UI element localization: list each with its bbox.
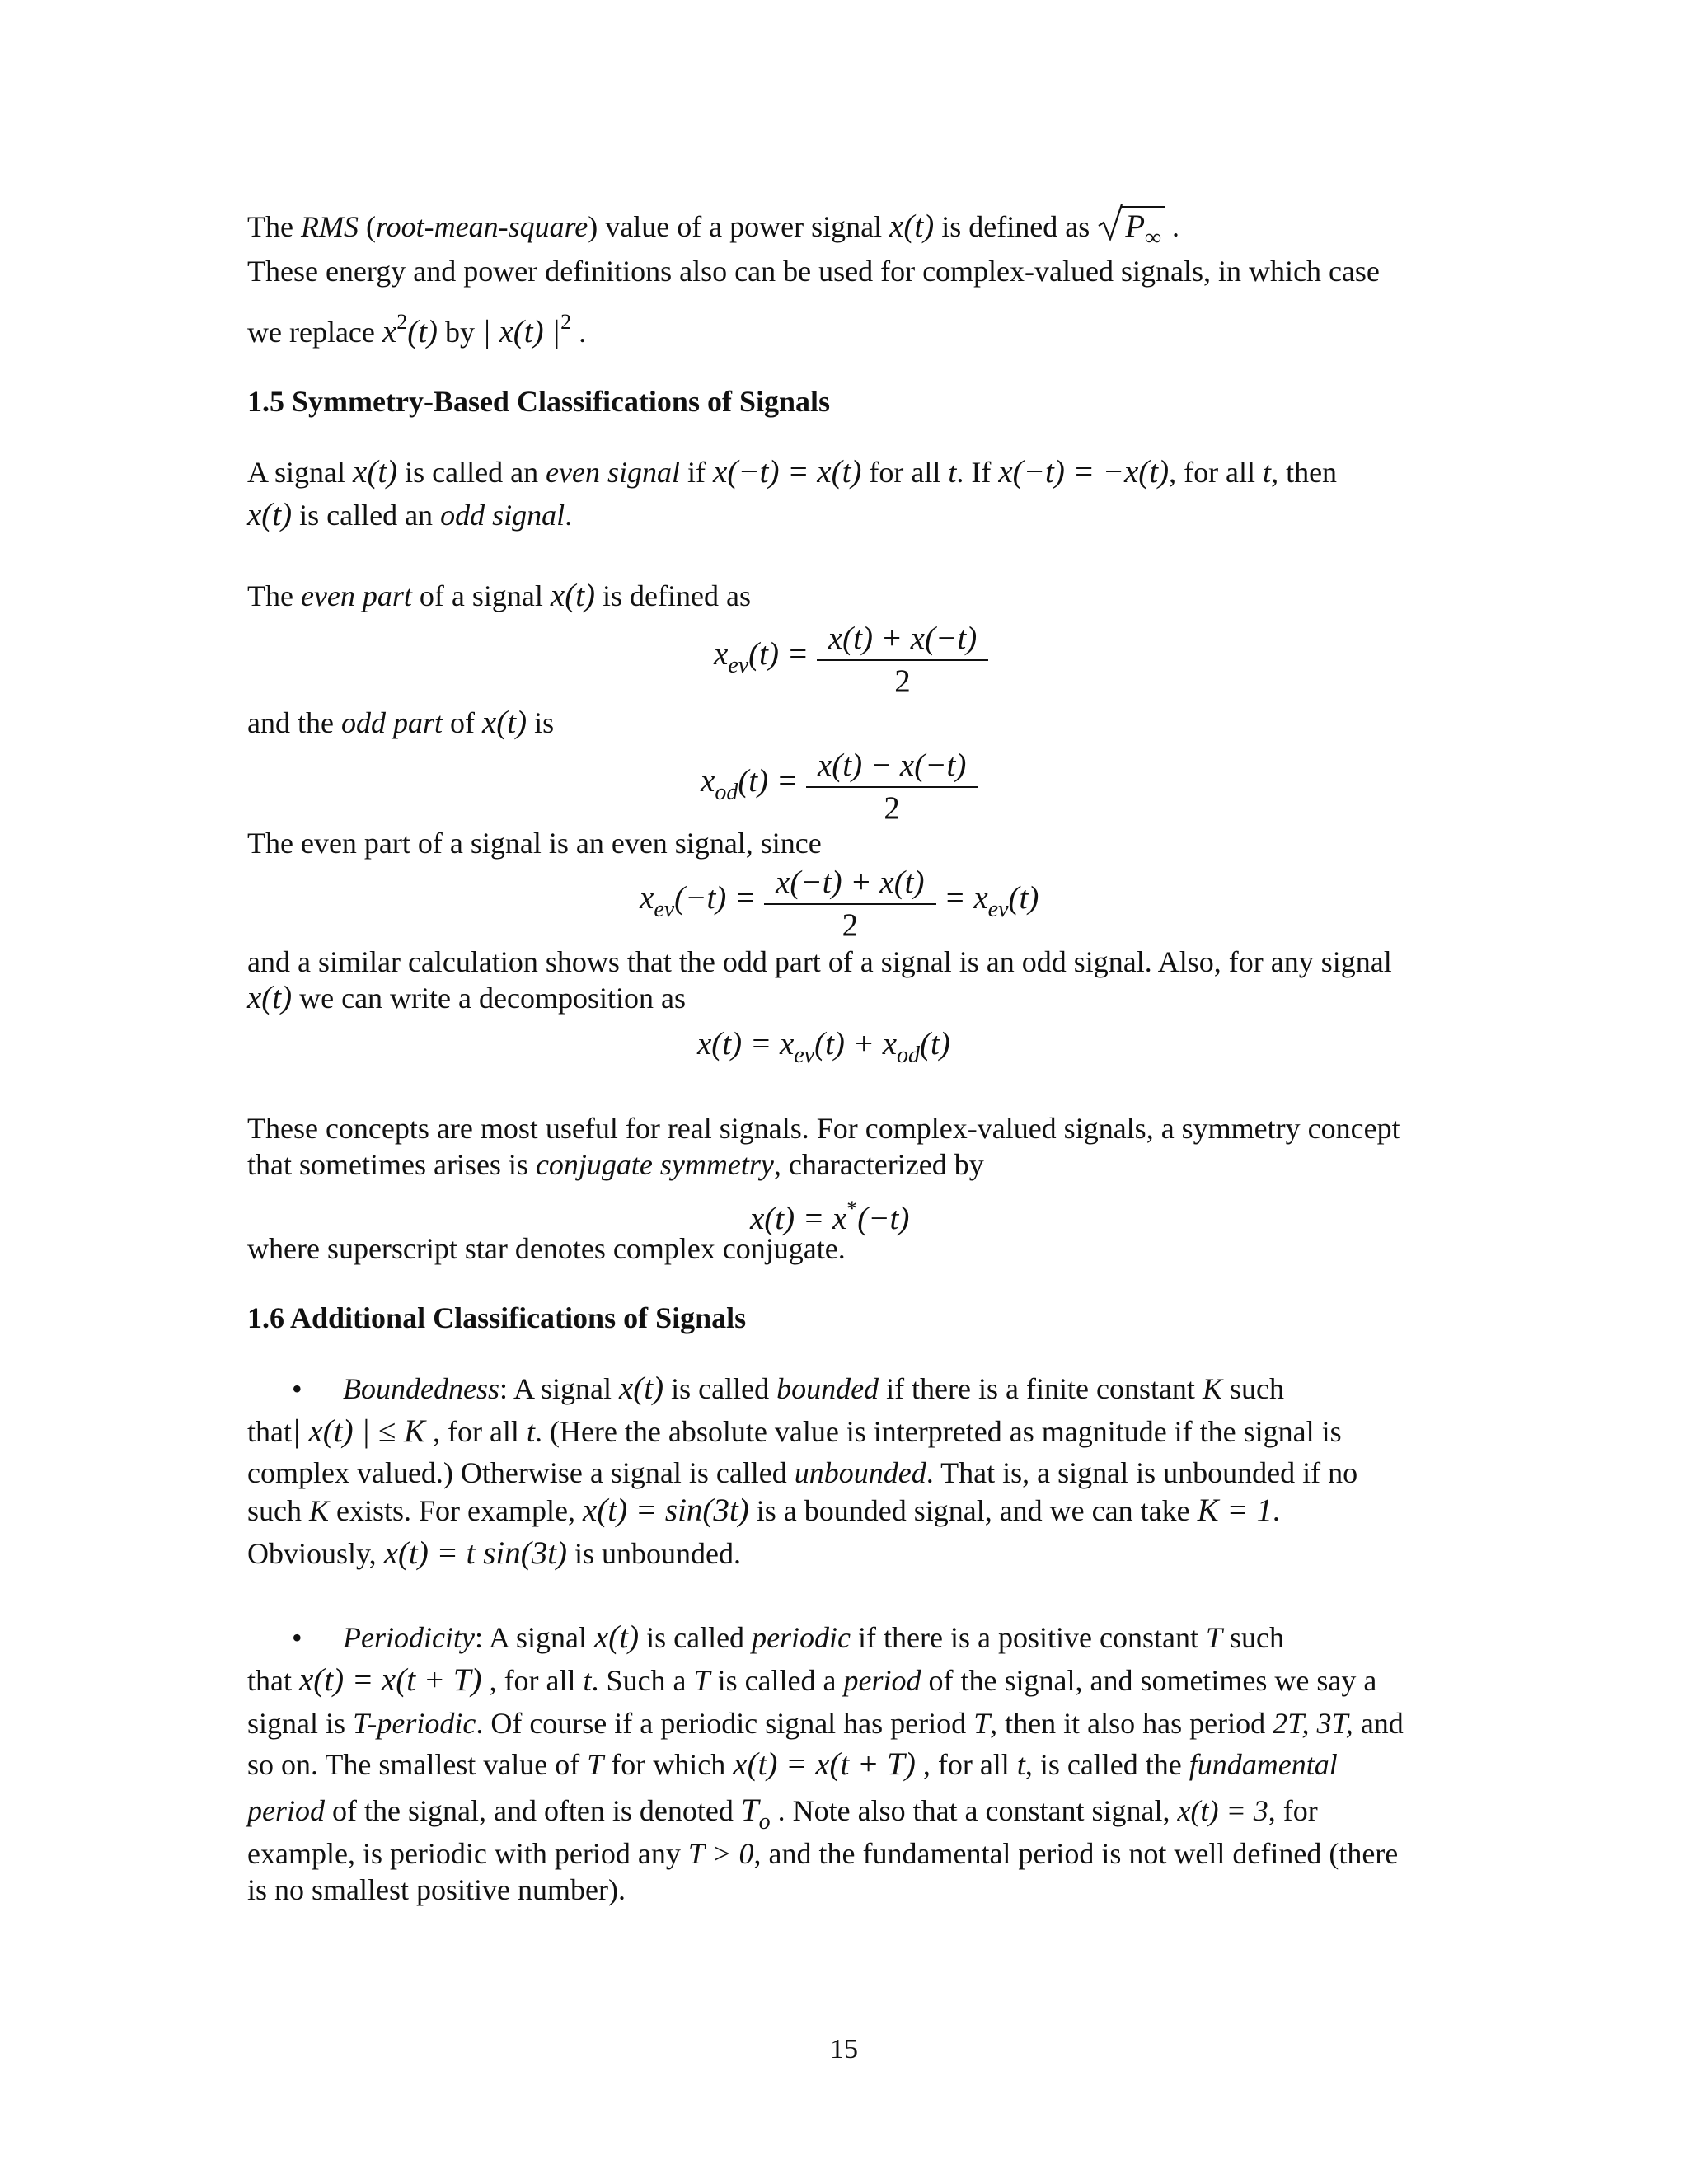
periodicity-line2: that x(t) = x(t + T) , for all t. Such a T is called a period of the signal, and sometimes we say a <box>247 1662 1377 1698</box>
math-sin3t: x(t) = sin(3t) <box>582 1493 749 1528</box>
rms-term: RMS <box>300 210 359 243</box>
math-xt: x(t) <box>889 209 935 244</box>
periodicity-line4: so on. The smallest value of T for which x(t) = x(t + T) , for all t, is called the fundamental <box>247 1746 1338 1782</box>
periodicity-line6: example, is periodic with period any T > 0, and the fundamental period is not well defined (there <box>247 1837 1399 1870</box>
boundedness-term: Boundedness <box>343 1372 499 1405</box>
odd-part-note-line1: and a similar calculation shows that the odd part of a signal is an odd signal. Also, for any signal <box>247 945 1392 978</box>
conjugate-symmetry-term: conjugate symmetry <box>535 1148 774 1181</box>
fraction: $\frac{x(t) + x(-t)}{2}$ <box>817 620 988 701</box>
even-odd-def-line2: x(t) is called an odd signal. <box>247 497 573 532</box>
boundedness-line2: that| x(t) | ≤ K , for all t. (Here the absolute value is interpreted as magnitude if the signal is <box>247 1413 1342 1449</box>
rms-full-term: root-mean-square <box>375 210 588 243</box>
text: . <box>571 316 587 349</box>
text: . <box>1165 210 1179 243</box>
periodicity-line3: signal is T-periodic. Of course if a periodic signal has period T, then it also has period 2T, 3T, and <box>247 1707 1404 1740</box>
sqrt-sign-icon <box>1097 201 1123 242</box>
equation-even-part-symmetry: $x_{ev}(-t)$ = $\frac{x(-t) + x(t)}{2}$ = $x_{ev}(t)$ <box>640 865 1039 943</box>
fraction: $\frac{x(t) - x(-t)}{2}$ <box>806 747 978 827</box>
text: we replace <box>247 316 382 349</box>
text: is defined as <box>934 210 1098 243</box>
odd-part-term: odd part <box>340 706 443 739</box>
even-part-even-text: The even part of a signal is an even signal, since <box>247 827 822 860</box>
boundedness-line5: Obviously, x(t) = t sin(3t) is unbounded. <box>247 1535 742 1571</box>
odd-part-note-line2: x(t) we can write a decomposition as <box>247 980 686 1015</box>
complex-note-line2 <box>247 305 1451 349</box>
equation-odd-part: $x_{od}(t)$ = $\frac{x(t) - x(-t)}{2}$ <box>701 747 978 827</box>
odd-part-intro: and the odd part of x(t) is <box>247 705 555 740</box>
even-part-intro: The even part of a signal x(t) is defined as <box>247 578 751 613</box>
math-periodic-eq: x(t) = x(t + T) <box>298 1662 482 1698</box>
bullet-icon: • <box>292 1372 302 1405</box>
bullet-icon: • <box>292 1621 302 1654</box>
radicand-sub: ∞ <box>1145 225 1161 251</box>
text: The <box>247 210 301 243</box>
periodicity-line1: Periodicity: A signal x(t) is called periodic if there is a positive constant T such <box>343 1619 1284 1655</box>
fraction: $\frac{x(-t) + x(t)}{2}$ <box>764 864 935 944</box>
text: ) value of a power signal <box>588 210 890 243</box>
sqrt-p-inf <box>1097 206 1165 255</box>
boundedness-line4: such K exists. For example, x(t) = sin(3t) is a bounded signal, and we can take K = 1. <box>247 1493 1280 1528</box>
page-number: 15 <box>830 2034 858 2064</box>
conjugate-note-line2: that sometimes arises is conjugate symmetry, characterized by <box>247 1148 984 1181</box>
complex-note-line1: These energy and power definitions also can be used for complex-valued signals, in which case <box>247 255 1380 288</box>
math-x2t: $x^2(t)$ <box>382 310 438 349</box>
even-odd-def-line1: A signal x(t) is called an even signal if x(−t) = x(t) for all t. If x(−t) = −x(t), for all t, then <box>247 454 1338 490</box>
equation-even-part: $x_{ev}(t)$ = $\frac{x(t) + x(-t)}{2}$ <box>714 620 988 701</box>
conjugate-def: where superscript star denotes complex conjugate. <box>247 1232 846 1265</box>
conjugate-note-line1: These concepts are most useful for real signals. For complex-valued signals, a symmetry concept <box>247 1112 1400 1145</box>
even-part-term: even part <box>300 579 412 612</box>
section-heading-1-5: 1.5 Symmetry-Based Classifications of Signals <box>247 385 831 418</box>
boundedness-line3: complex valued.) Otherwise a signal is called unbounded. That is, a signal is unbounded if no <box>247 1456 1358 1489</box>
math-abs-x2: | x(t) $|^2$ <box>482 310 572 349</box>
math-abs-le-k: | x(t) | ≤ K <box>291 1413 425 1449</box>
periodicity-term: Periodicity <box>343 1621 475 1654</box>
math-tsin3t: x(t) = t sin(3t) <box>383 1535 568 1571</box>
math-odd-cond: x(−t) = −x(t) <box>998 454 1170 490</box>
section-heading-1-6: 1.6 Additional Classifications of Signals <box>247 1301 747 1334</box>
rms-definition <box>247 206 1451 255</box>
periodicity-line7: is no smallest positive number). <box>247 1873 626 1906</box>
equation-decomposition: $x(t) = x_{ev}(t) + x_{od}(t)$ <box>697 1026 950 1068</box>
text: by <box>438 316 483 349</box>
even-signal-term: even signal <box>546 456 681 489</box>
radicand: P <box>1125 209 1146 244</box>
text: ( <box>358 210 376 243</box>
boundedness-line1: Boundedness: A signal x(t) is called bounded if there is a finite constant K such <box>343 1371 1284 1406</box>
periodicity-line5: period of the signal, and often is denoted $T_o$ . Note also that a constant signal, x(t) = 3, for <box>247 1793 1318 1835</box>
odd-signal-term: odd signal <box>440 499 565 532</box>
math-k-equals-1: K = 1 <box>1197 1493 1273 1528</box>
equation-conjugate-symmetry: x(t) = x*(−t) <box>750 1197 910 1236</box>
math-even-cond: x(−t) = x(t) <box>713 454 862 490</box>
